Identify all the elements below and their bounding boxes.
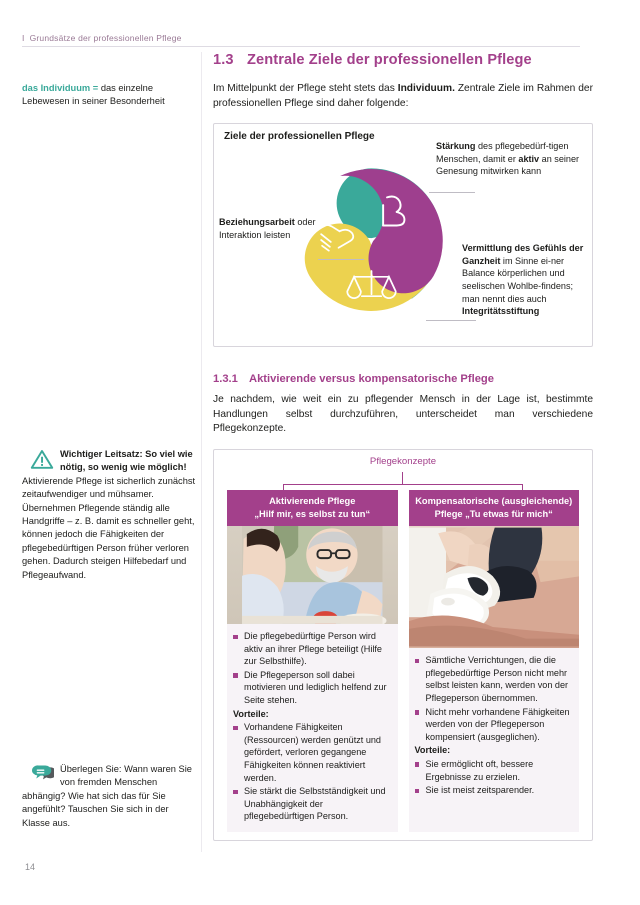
concept-photo-2 bbox=[409, 526, 580, 648]
connector-vertical-stem bbox=[402, 472, 403, 484]
callout-reflection-question bbox=[22, 763, 198, 830]
callout-important-principle bbox=[22, 448, 198, 582]
concept-column-aktivierende bbox=[227, 490, 398, 832]
intro-part2: Zentrale Ziele im Rahmen der professionellen Pflege sind daher folgende: bbox=[213, 83, 593, 109]
goal-label-beziehung-text1: oder Interaktion leisten bbox=[219, 217, 316, 240]
intro-paragraph bbox=[213, 82, 593, 111]
page-number: 14 bbox=[25, 862, 36, 872]
photo-illustration-1 bbox=[227, 526, 398, 624]
callout-lead-warning: Wichtiger Leitsatz: So viel wie nötig, so wenig wie möglich! bbox=[60, 449, 193, 473]
concept-vorteile-list-2 bbox=[415, 758, 572, 797]
goal-label-ganzheit bbox=[462, 242, 587, 318]
intro-bold: Individuum. bbox=[397, 83, 455, 94]
subsection-title: Aktivierende versus kompensatorische Pflege bbox=[249, 373, 494, 386]
concept-photo-1 bbox=[227, 526, 398, 624]
list-item: Vorhandene Fähigkeiten (Ressourcen) werden genützt und gefördert, verloren gegangene Fähigkeiten können reaktiviert werden. bbox=[233, 721, 390, 784]
margin-column bbox=[22, 82, 194, 124]
list-item: Sämtliche Verrichtungen, die die pflegebedürftige Person nicht mehr selbst leisten kann, werden von der Pflegeperson übernommen. bbox=[415, 654, 572, 704]
concept-head-1-line1: Aktivierende Pflege bbox=[269, 495, 356, 506]
concept-bullet-list-2 bbox=[415, 654, 572, 743]
defined-term: das Individuum bbox=[22, 83, 91, 93]
chapter-title: Grundsätze der professionellen Pflege bbox=[29, 33, 182, 43]
concepts-title: Pflegekonzepte bbox=[369, 455, 437, 467]
goal-label-ganzheit-bold2: Integritätsstiftung bbox=[462, 306, 540, 317]
subsection-heading bbox=[213, 373, 593, 385]
section-title: Zentrale Ziele der professionellen Pflege bbox=[247, 52, 532, 68]
goal-label-beziehungsarbeit bbox=[219, 216, 319, 241]
concept-head-1-line2: „Hilf mir, es selbst zu tun“ bbox=[254, 508, 371, 519]
list-item: Sie ermöglicht oft, bessere Ergebnisse zu erzielen. bbox=[415, 758, 572, 783]
concept-head-2-line1: Kompensatorische (ausgleichende) bbox=[415, 495, 573, 506]
list-item: Nicht mehr vorhandene Fähigkeiten werden von der Pflegeperson kompensiert (ausgeglichen). bbox=[415, 706, 572, 744]
concept-vorteile-list-1 bbox=[233, 721, 390, 823]
concept-bullet-list-1 bbox=[233, 630, 390, 707]
concept-column-header-2 bbox=[409, 490, 580, 526]
speech-bubbles-icon bbox=[30, 764, 54, 784]
goals-figure-caption: Ziele der professionellen Pflege bbox=[224, 131, 375, 143]
goal-label-staerkung-text2: an seiner Genesung mitwirken kann bbox=[436, 153, 580, 177]
list-item: Die pflegebedürftige Person wird aktiv an ihrer Pflege beteiligt (Hilfe zur Selbsthilfe). bbox=[233, 630, 390, 668]
list-item: Sie ist meist zeitsparender. bbox=[415, 784, 572, 797]
leader-line-left bbox=[318, 259, 364, 260]
header-divider bbox=[22, 46, 580, 47]
goals-figure bbox=[213, 123, 593, 347]
warning-triangle-icon bbox=[30, 449, 54, 470]
leader-line-top bbox=[429, 192, 475, 193]
concept-bullets-1 bbox=[227, 624, 398, 832]
goal-label-ganzheit-bold1: Vermittlung des Gefühls der Ganzheit bbox=[462, 243, 584, 266]
margin-definition-note bbox=[22, 82, 194, 108]
subsection-number: 1.3.1 bbox=[213, 373, 238, 386]
callout-body-warning: Aktivierende Pflege ist sicherlich zunächst zeitaufwendiger und mühsamer. Übernehmen Pflegende ständig alle Handgriffe – z. B. damit es schneller geht, können jedoch die Fähigkeiten der pflegebedürftigen Person früher verloren gehen. Dadurch steigen Hilfebedarf und Pflegeaufwand. bbox=[22, 475, 196, 580]
concepts-columns bbox=[227, 490, 579, 832]
concept-bullets-2 bbox=[409, 648, 580, 806]
photo-illustration-2 bbox=[409, 526, 580, 648]
connector-horizontal bbox=[283, 484, 523, 485]
chapter-number: I bbox=[22, 33, 25, 43]
goal-label-staerkung-bold1: Stärkung bbox=[436, 141, 476, 152]
intro-part1: Im Mittelpunkt der Pflege steht stets das bbox=[213, 83, 398, 94]
concepts-figure bbox=[213, 449, 593, 841]
column-divider bbox=[201, 52, 202, 852]
concept-vorteile-label-1: Vorteile: bbox=[233, 708, 269, 719]
goal-label-ganzheit-text1: im Sinne ei-ner Balance körperlichen und seelischen Wohlbe-findens; man nennt dies auch bbox=[462, 255, 574, 304]
list-item: Sie stärkt die Selbstständigkeit und Unabhängigkeit der pflegebedürftigen Person. bbox=[233, 785, 390, 823]
concept-head-2-line2: Pflege „Tu etwas für mich“ bbox=[434, 508, 553, 519]
subsection-paragraph: Je nachdem, wie weit ein zu pflegender Mensch in der Lage ist, bestimmte Handlungen selbst durchzuführen, unterscheidet man verschiedene Pflegekonzepte. bbox=[213, 394, 593, 435]
running-head bbox=[22, 33, 582, 43]
list-item: Die Pflegeperson soll dabei motivieren und lediglich helfend zur Seite stehen. bbox=[233, 669, 390, 707]
concept-vorteile-label-2: Vorteile: bbox=[414, 745, 451, 756]
goal-label-staerkung bbox=[436, 140, 586, 178]
concept-column-header-1 bbox=[227, 490, 398, 526]
goal-label-beziehung-bold1: Beziehungsarbeit bbox=[219, 217, 295, 228]
callout-body-reflection: Überlegen Sie: Wann waren Sie von fremden Menschen abhängig? Wie hat sich das für Sie angefühlt? Tauschen Sie sich in der Klasse aus. bbox=[22, 764, 192, 828]
definition-text: das einzelne Lebewesen in seiner Besonderheit bbox=[22, 83, 165, 107]
goal-label-staerkung-bold2: aktiv bbox=[518, 153, 540, 164]
concept-column-kompensatorische bbox=[409, 490, 580, 832]
goal-label-staerkung-text1: des pflegebedürf-tigen Menschen, damit er bbox=[436, 141, 569, 164]
equals-sign: = bbox=[92, 83, 99, 93]
section-heading bbox=[213, 52, 593, 68]
main-column bbox=[213, 52, 593, 841]
leader-line-right bbox=[426, 320, 476, 321]
section-number: 1.3 bbox=[213, 52, 234, 68]
